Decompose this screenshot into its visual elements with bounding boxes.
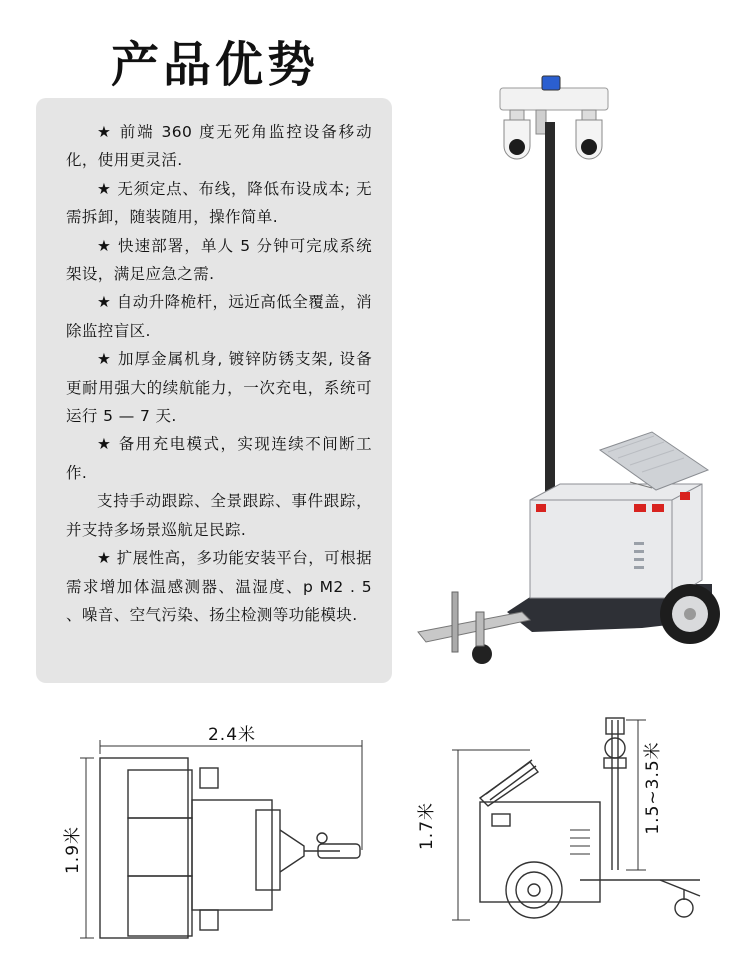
camera-left-icon bbox=[504, 110, 530, 159]
camera-crossbar bbox=[500, 88, 608, 110]
side-view-body-height-label: 1.7米 bbox=[417, 801, 437, 851]
camera-right-icon bbox=[576, 110, 602, 159]
feature-item: ★ 无须定点、布线，降低布设成本; 无需拆卸，随装随用，操作简单. bbox=[66, 179, 372, 227]
equipment-box bbox=[530, 484, 702, 598]
tow-bar bbox=[418, 612, 530, 642]
feature-list bbox=[66, 118, 372, 629]
solar-panel bbox=[600, 432, 708, 490]
beacon-light bbox=[542, 76, 560, 90]
page-title: 产品优势 bbox=[110, 37, 319, 93]
jockey-wheel-icon bbox=[472, 644, 492, 664]
side-view-drawing bbox=[480, 718, 700, 918]
top-view-height-label: 1.9米 bbox=[63, 825, 83, 875]
feature-item: ★ 自动升降桅杆，远近高低全覆盖，消除监控盲区. bbox=[66, 293, 372, 340]
side-view-mast-height-label: 1.5~3.5米 bbox=[643, 741, 663, 835]
top-view-drawing bbox=[100, 758, 360, 938]
feature-item: 支持手动跟踪、全景跟踪、事件跟踪，并支持多场景巡航足民踪. bbox=[66, 492, 372, 539]
feature-item: ★ 加厚金属机身, 镀锌防锈支架, 设备更耐用强大的续航能力，一次充电，系统可运行 5 — 7 天. bbox=[66, 350, 372, 426]
feature-item: ★ 扩展性高，多功能安装平台，可根据需求增加体温感测器、温湿度、p M2 . 5 、噪音、空气污染、扬尘检测等功能模块. bbox=[66, 549, 372, 624]
top-view-length-label: 2.4米 bbox=[207, 725, 257, 745]
wheel-icon bbox=[660, 584, 720, 644]
feature-item: ★ 前端 360 度无死角监控设备移动化，使用更灵活. bbox=[66, 123, 372, 170]
feature-item: ★ 快速部署，单人 5 分钟可完成系统架设，满足应急之需. bbox=[66, 236, 372, 284]
feature-item: ★ 备用充电模式，实现连续不间断工作. bbox=[66, 435, 372, 482]
product-illustration bbox=[412, 72, 732, 682]
dimension-drawings bbox=[60, 710, 740, 960]
vent-marks bbox=[570, 830, 590, 854]
